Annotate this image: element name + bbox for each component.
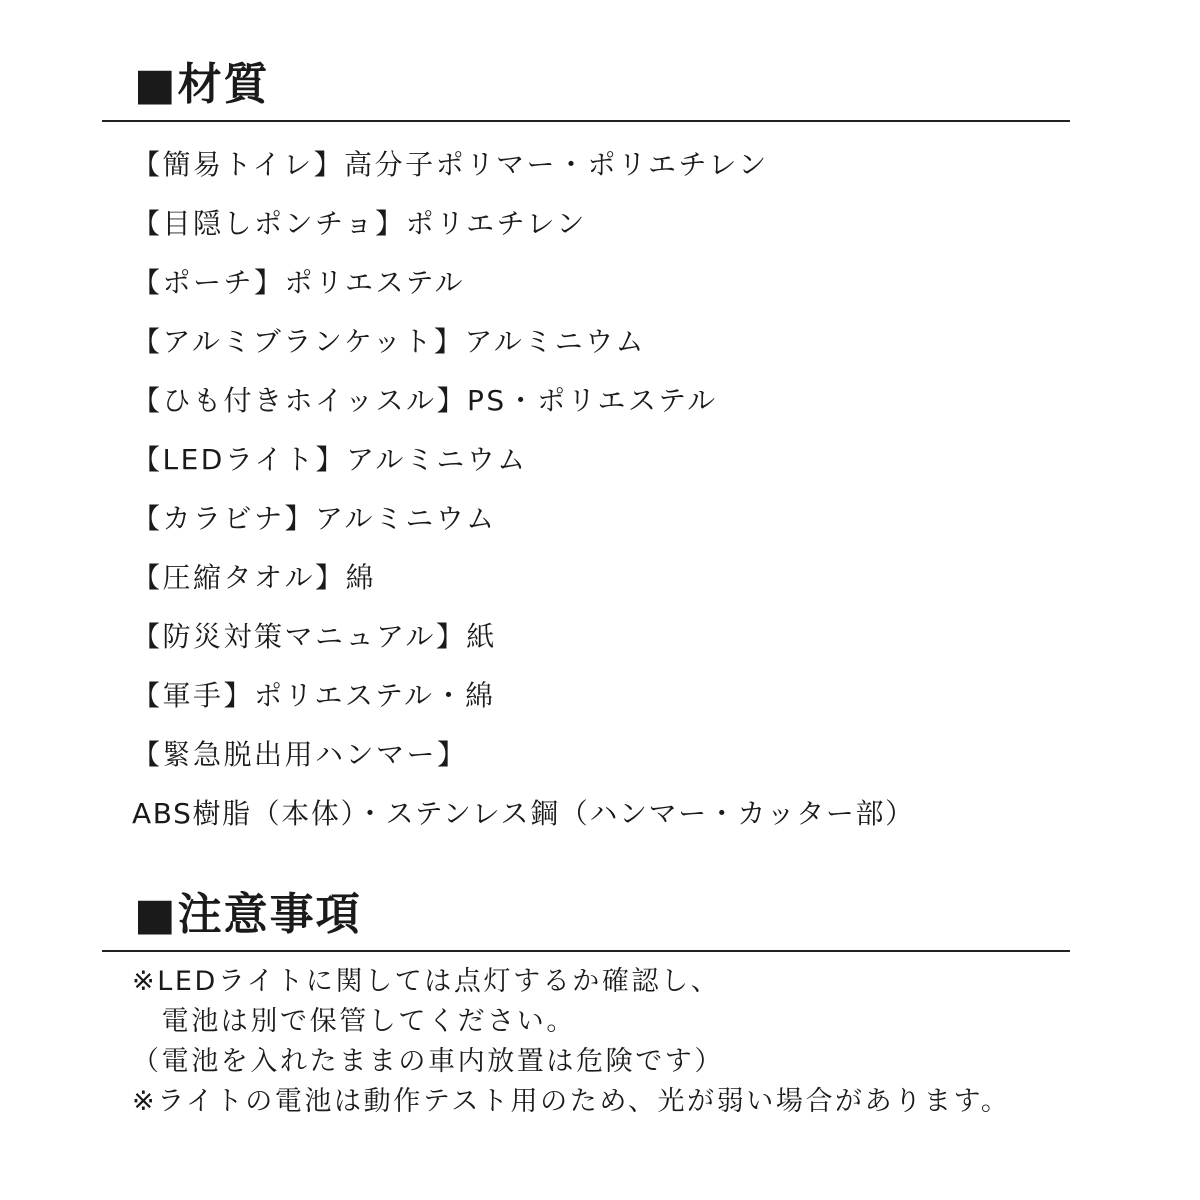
notes-header	[102, 880, 1070, 952]
material-item: 【圧縮タオル】綿	[132, 561, 377, 594]
note-line: ※LEDライトに関しては点灯するか確認し、	[132, 966, 721, 997]
materials-title: ■材質	[134, 59, 270, 110]
material-item: ABS樹脂（本体）・ステンレス鋼（ハンマー・カッター部）	[132, 797, 915, 830]
material-item: 【ひも付きホイッスル】PS・ポリエステル	[132, 384, 718, 417]
note-line: ※ライトの電池は動作テスト用のため、光が弱い場合があります。	[132, 1086, 1011, 1117]
materials-header	[102, 50, 1070, 122]
material-item: 【軍手】ポリエステル・綿	[132, 679, 496, 712]
notes-list	[102, 962, 1070, 1122]
materials-list	[102, 135, 1070, 843]
materials-section	[102, 50, 1070, 843]
material-item: 【防災対策マニュアル】紙	[132, 620, 497, 653]
material-item: 【ポーチ】ポリエステル	[132, 266, 465, 299]
material-item: 【簡易トイレ】高分子ポリマー・ポリエチレン	[132, 148, 769, 181]
material-item: 【LEDライト】アルミニウム	[132, 443, 528, 476]
notes-section	[102, 880, 1070, 1122]
material-item: 【緊急脱出用ハンマー】	[132, 738, 468, 771]
notes-title: ■注意事項	[134, 889, 362, 940]
note-line: （電池を入れたままの車内放置は危険です）	[132, 1046, 724, 1077]
material-item: 【アルミブランケット】アルミニウム	[132, 325, 647, 358]
note-line: 電池は別で保管してください。	[132, 1006, 576, 1037]
material-item: 【目隠しポンチョ】ポリエチレン	[132, 207, 587, 240]
material-item: 【カラビナ】アルミニウム	[132, 502, 497, 535]
